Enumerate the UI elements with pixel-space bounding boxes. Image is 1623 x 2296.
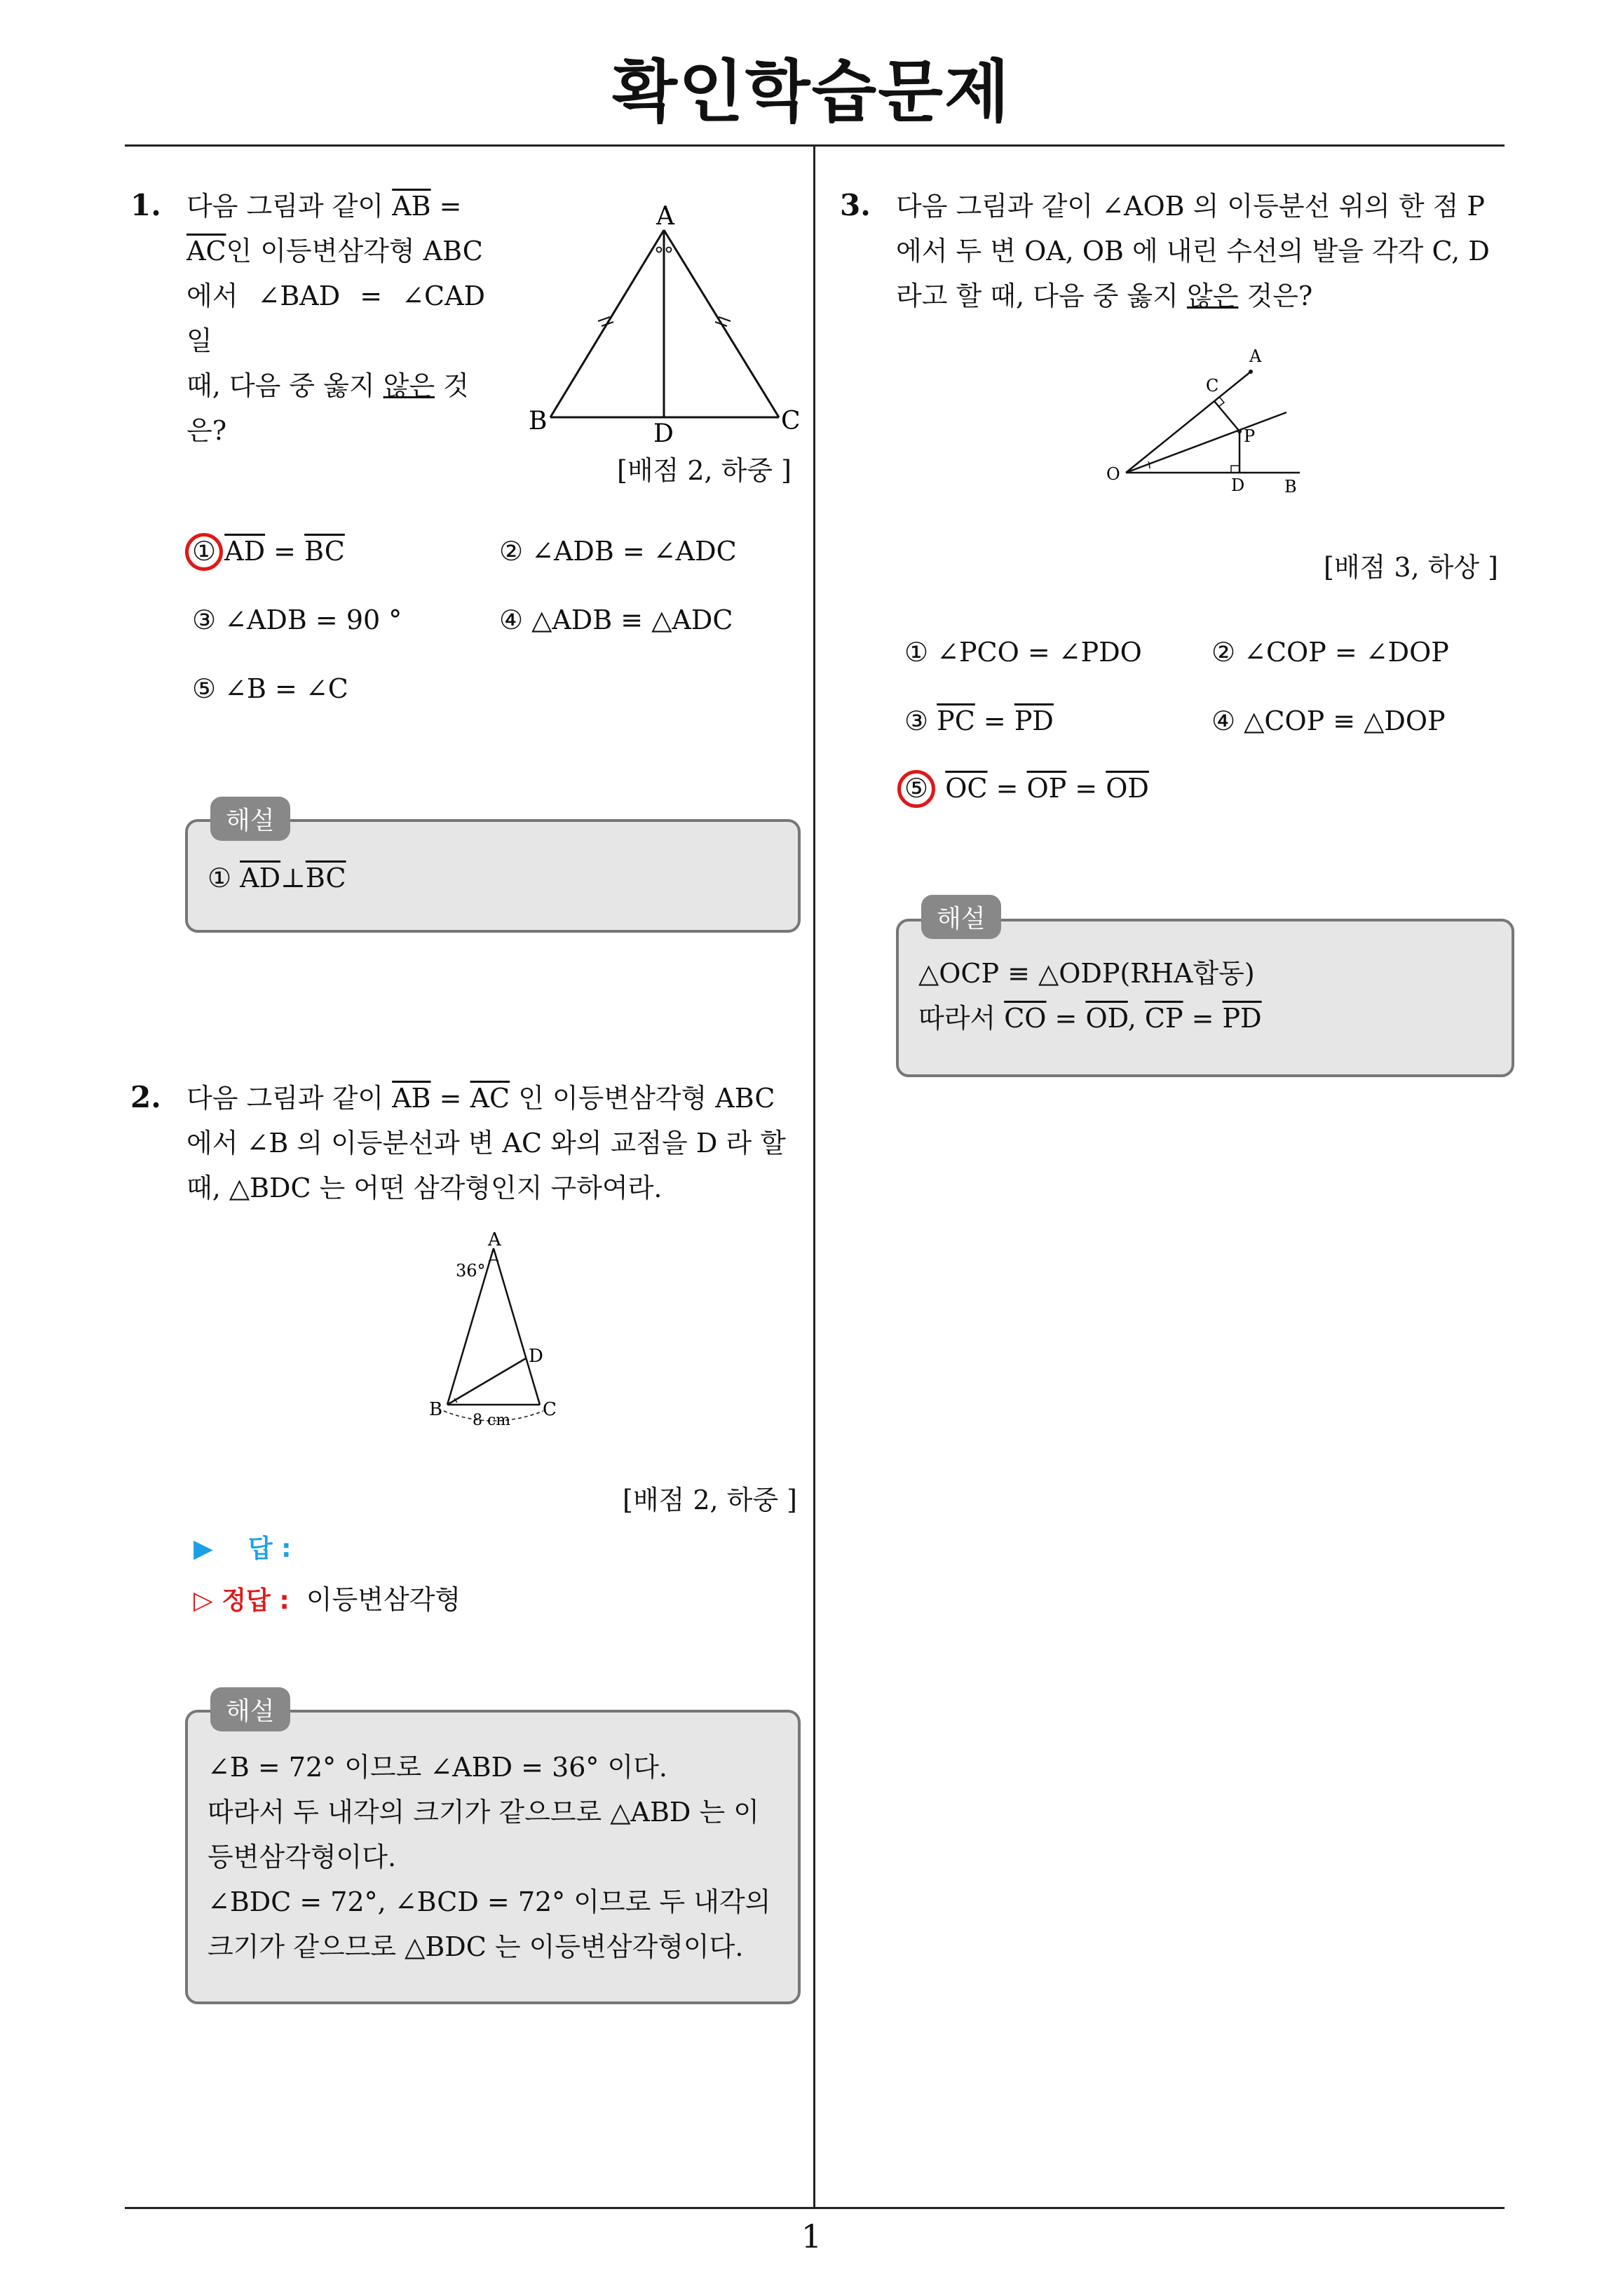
q3-line1: 다음 그림과 같이 ∠AOB 의 이등분선 위의 한 점 P (896, 191, 1485, 222)
q1-option-4[interactable]: ④ △ADB ≡ △ADC (499, 605, 733, 635)
q2-fig-side-ac (494, 1248, 540, 1405)
q2-number: 2. (130, 1080, 161, 1114)
q1-fig-label-a: A (656, 202, 674, 231)
q3-fig-label-p: P (1244, 426, 1256, 446)
column-divider (813, 146, 815, 2209)
bottom-rule (125, 2207, 1505, 2209)
q1-line5: 은? (186, 415, 227, 446)
q2-solution-line: 등변삼각형이다. (208, 1842, 397, 1872)
q3-line3: 라고 할 때, 다음 중 옳지 않은 것은? (896, 281, 1313, 311)
q1-solution-text: ① $\overline{AD}\perp\overline{BC}$ (208, 863, 346, 893)
q2-solution-line: 크기가 같으므로 △BDC 는 이등변삼각형이다. (208, 1931, 744, 1962)
q3-option-1[interactable]: ① ∠PCO = ∠PDO (904, 637, 1142, 668)
page-title: 확인학습문제 (612, 53, 1011, 131)
q3-solution-line2: 따라서 $\overline{CO} = \overline{OD}$, $\overline{CP} = \overline{PD}$ (918, 1003, 1262, 1034)
q3-solution-tag: 해설 (921, 895, 1001, 939)
q1-option-1[interactable]: ① $\overline{AD} = \overline{BC}$ (192, 536, 345, 567)
q2-fig-label-b: B (429, 1399, 443, 1420)
q1-fig-angle-mark (667, 248, 672, 252)
q3-fig-point-p (1237, 429, 1242, 433)
q2-score: [배점 2, 하중 ] (623, 1485, 797, 1515)
q2-fig-angle-label: 36° (456, 1261, 486, 1281)
q3-text (896, 184, 1513, 318)
q3-fig-label-c: C (1206, 376, 1219, 396)
q3-fig-point-a (1249, 370, 1253, 374)
q2-solution-line: 따라서 두 내각의 크기가 같으므로 △ABD 는 이 (208, 1797, 759, 1828)
q2-answer-label: 답 : (247, 1534, 292, 1563)
q3-fig-label-d: D (1231, 475, 1245, 495)
q2-fig-angle-arc (489, 1260, 498, 1261)
q1-number: 1. (130, 188, 161, 222)
q1-score: [배점 2, 하중 ] (617, 455, 792, 486)
q3-score: [배점 3, 하상 ] (1324, 552, 1498, 583)
q3-option-4[interactable]: ④ △COP ≡ △DOP (1211, 705, 1446, 736)
q3-fig-right-angle-d (1231, 466, 1240, 473)
q2-solution-line: ∠BDC = 72°, ∠BCD = 72° 이므로 두 내각의 (208, 1886, 771, 1917)
q2-figure (421, 1227, 589, 1438)
q1-option-2[interactable]: ② ∠ADB = ∠ADC (499, 536, 737, 567)
q1-figure (519, 196, 813, 449)
q3-option-5[interactable]: ⑤ $\overline{OC} = \overline{OP} = \overline{OD}$ (904, 773, 1149, 804)
q2-fig-label-a: A (488, 1229, 501, 1250)
q2-text (186, 1076, 803, 1210)
q1-line4: 때, 다음 중 옳지 않은 것 (186, 370, 469, 401)
q3-option-3[interactable]: ③ $\overline{PC} = \overline{PD}$ (904, 705, 1054, 736)
q1-fig-label-b: B (529, 407, 548, 435)
q1-line3: 에서 ∠BAD = ∠CAD 일 (186, 281, 485, 356)
q1-line2: $\overline{AC}$인 이등변삼각형 ABC (186, 236, 483, 266)
q1-fig-angle-mark (657, 248, 662, 252)
play-outline-icon: ▷ (193, 1586, 213, 1615)
page-number: 1 (801, 2217, 822, 2255)
q3-option-2[interactable]: ② ∠COP = ∠DOP (1211, 637, 1449, 668)
q3-fig-label-b: B (1284, 477, 1297, 497)
play-icon: ▶ (193, 1534, 213, 1563)
q2-fig-base-label: 8 cm (473, 1412, 511, 1429)
q2-line3: 때, △BDC 는 어떤 삼각형인지 구하여라. (186, 1173, 663, 1203)
q2-solution-tag: 해설 (210, 1687, 290, 1731)
q1-option-5[interactable]: ⑤ ∠B = ∠C (192, 673, 348, 704)
q3-fig-bisector (1126, 412, 1286, 473)
q2-line2: 에서 ∠B 의 이등분선과 변 AC 와의 교점을 D 라 할 (186, 1128, 786, 1159)
q1-fig-label-c: C (781, 407, 801, 435)
q1-solution-tag: 해설 (210, 797, 290, 841)
q2-answer-row (193, 1529, 292, 1565)
q3-line2: 에서 두 변 OA, OB 에 내린 수선의 발을 각각 C, D (896, 236, 1490, 266)
q2-correct-row (193, 1578, 461, 1616)
q2-correct-label: 정답 : (222, 1586, 290, 1615)
q3-fig-right-angle-c (1218, 398, 1224, 407)
q2-solution-line: ∠B = 72° 이므로 ∠ABD = 36° 이다. (208, 1752, 667, 1783)
q2-correct-value: 이등변삼각형 (306, 1584, 461, 1615)
q2-solution-text (208, 1745, 780, 1969)
q1-fig-label-d: D (653, 419, 674, 448)
q1-line1: 다음 그림과 같이 $\overline{AB}$ = (186, 191, 462, 222)
q2-fig-label-d: D (529, 1346, 543, 1367)
q2-fig-label-c: C (543, 1399, 557, 1420)
q3-fig-label-a: A (1249, 346, 1262, 366)
q3-figure (1101, 344, 1311, 505)
q1-text (186, 184, 485, 453)
q3-fig-perp-pc (1214, 401, 1240, 431)
q3-number: 3. (840, 188, 871, 222)
q2-line1: 다음 그림과 같이 $\overline{AB} = \overline{AC}$ 인 이등변삼각형 ABC (186, 1083, 775, 1114)
q1-option-3[interactable]: ③ ∠ADB = 90 ° (192, 605, 402, 635)
q3-fig-label-o: O (1106, 464, 1120, 484)
q3-solution-line1: △OCP ≡ △ODP(RHA합동) (918, 958, 1255, 989)
q3-solution-text (918, 951, 1262, 1041)
